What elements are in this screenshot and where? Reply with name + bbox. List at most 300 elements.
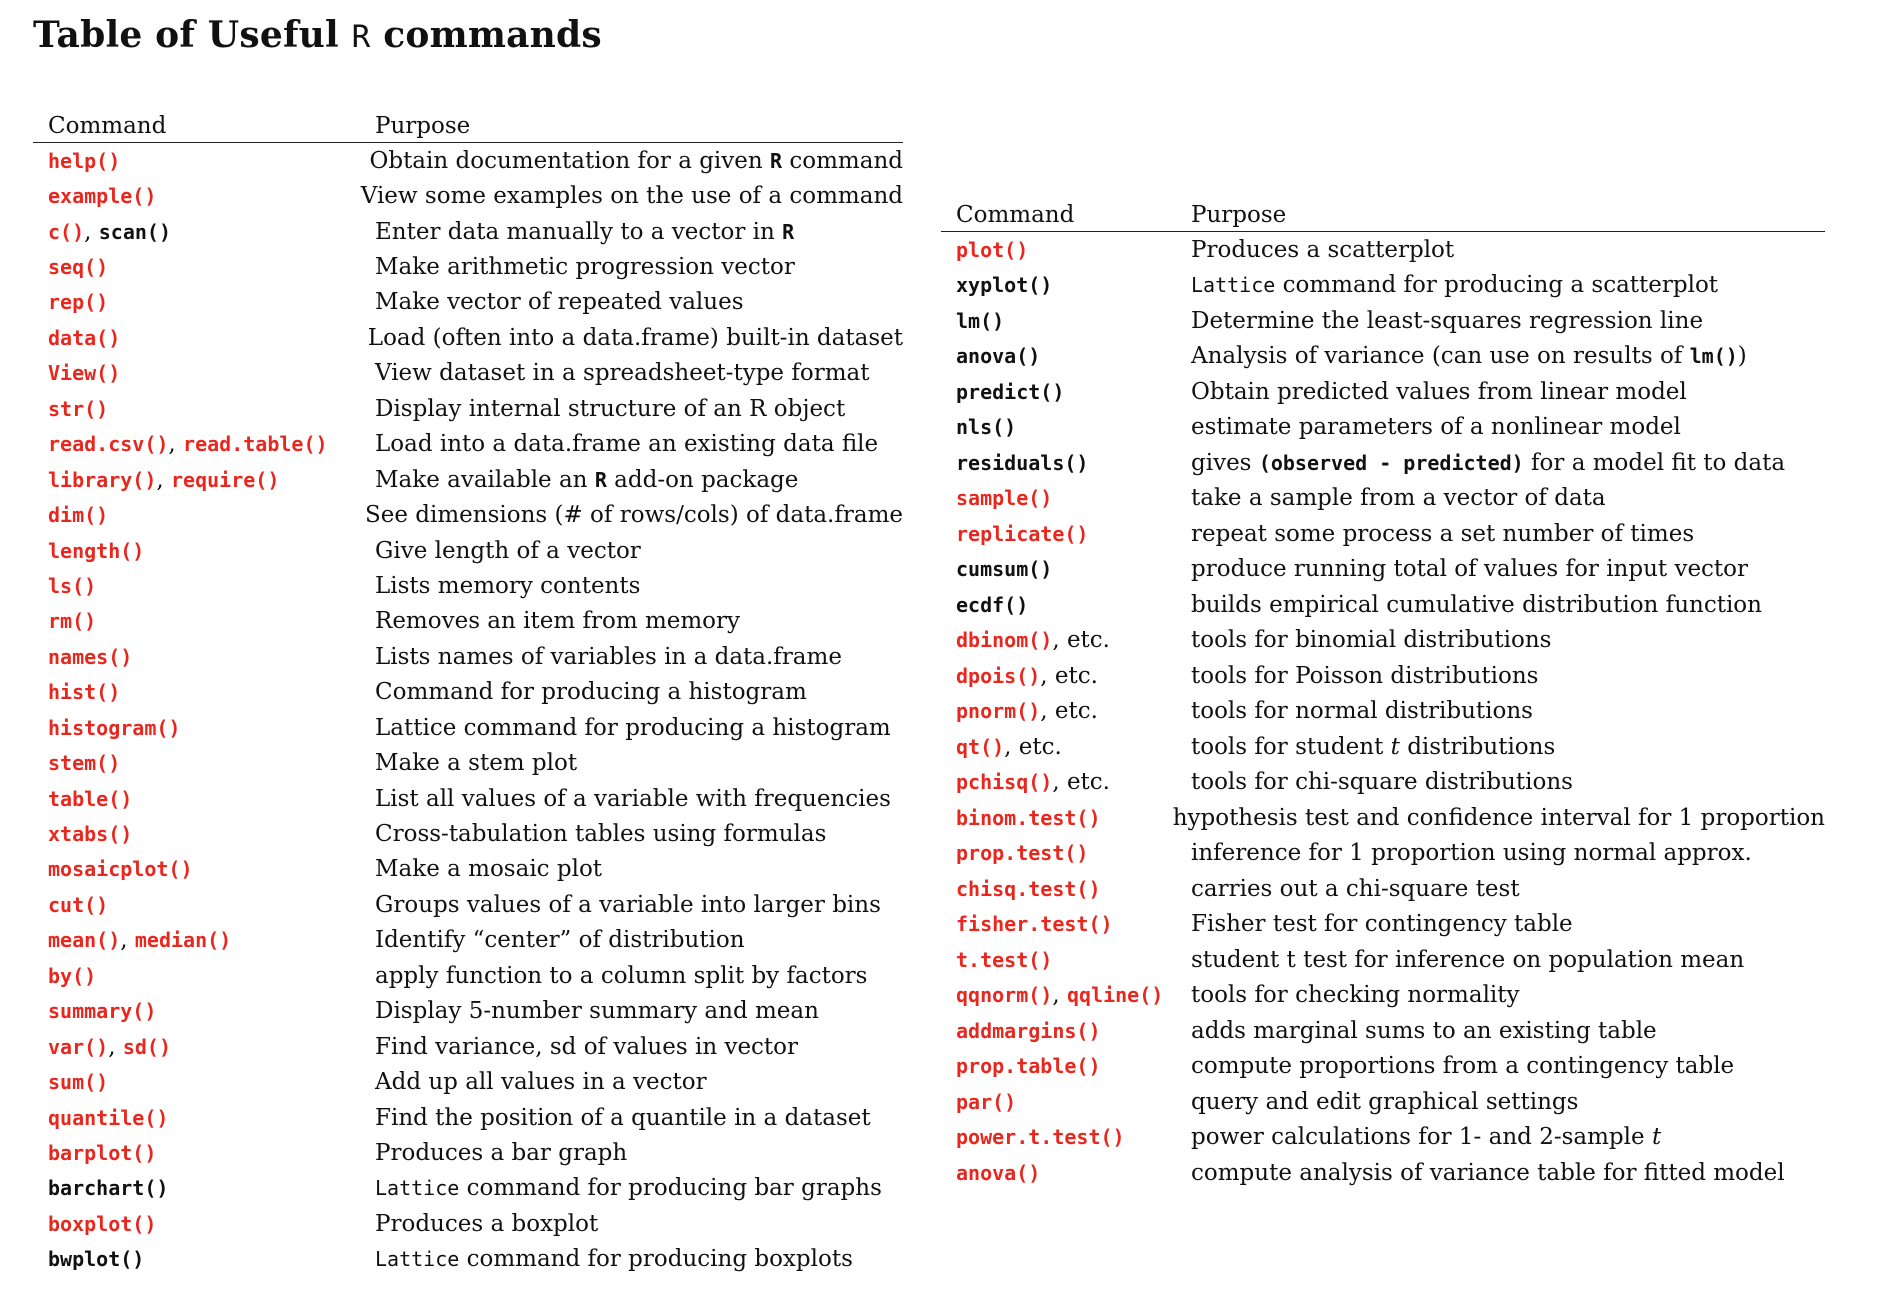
command-name: pnorm() [956, 699, 1041, 724]
command-cell [33, 715, 375, 741]
table-row [33, 639, 903, 674]
purpose-cell [369, 148, 903, 174]
purpose-cell [375, 289, 903, 315]
purpose-column-header: Purpose [375, 113, 471, 139]
purpose-cell [1191, 592, 1825, 618]
purpose-cell [1191, 1018, 1825, 1044]
purpose-text: power calculations for 1- and 2-sample [1191, 1124, 1652, 1151]
command-cell [33, 821, 375, 847]
purpose-cell [1191, 947, 1825, 973]
purpose-text: tools for chi-square distributions [1191, 769, 1573, 796]
table-row [941, 1084, 1825, 1120]
purpose-cell [375, 1211, 903, 1237]
table-row [941, 516, 1825, 552]
command-cell [33, 538, 375, 564]
command-name: barchart() [48, 1176, 169, 1201]
table-row [33, 1242, 903, 1277]
purpose-text: tools for Poisson distributions [1191, 662, 1539, 689]
command-name: residuals() [956, 450, 1089, 475]
purpose-cell [1191, 1124, 1825, 1150]
command-name: plot() [956, 237, 1029, 262]
table-row [33, 816, 903, 851]
table-row [941, 552, 1825, 588]
command-name: data() [48, 325, 121, 350]
command-cell [941, 450, 1191, 476]
command-cell [941, 805, 1173, 831]
table-row [33, 462, 903, 497]
command-cell [941, 1124, 1191, 1150]
command-cell [33, 1034, 375, 1060]
right-command-table [941, 194, 1825, 1191]
purpose-cell [1191, 450, 1825, 476]
table-row [33, 568, 903, 603]
purpose-text: Lattice command for producing a histogram [375, 714, 891, 741]
command-name: c() [48, 219, 85, 244]
purpose-cell [1191, 1053, 1825, 1079]
separator-text: , etc. [1040, 662, 1098, 689]
purpose-text: Load into a data.frame an existing data file [375, 431, 879, 458]
table-row [33, 1064, 903, 1099]
table-row [941, 410, 1825, 446]
separator-text: , [168, 431, 184, 458]
separator-text: , etc. [1004, 733, 1062, 760]
table-row [33, 249, 903, 284]
purpose-cell [375, 927, 903, 953]
command-name: names() [48, 644, 133, 669]
command-name: qqline() [1066, 983, 1164, 1008]
table-row [941, 800, 1825, 836]
command-name: quantile() [48, 1105, 169, 1130]
table-row [941, 907, 1825, 943]
purpose-cell [375, 892, 903, 918]
command-cell [33, 786, 375, 812]
command-name: mean() [48, 928, 121, 953]
table-row [941, 1013, 1825, 1049]
command-name: View() [48, 361, 121, 386]
purpose-text: Display 5-number summary and mean [375, 998, 819, 1025]
separator-text: , [120, 927, 135, 954]
command-cell [941, 769, 1191, 795]
purpose-cell [375, 750, 903, 776]
command-name: help() [48, 148, 121, 173]
purpose-cell [1191, 485, 1825, 511]
italic-text: t [1651, 1124, 1662, 1151]
purpose-text: builds empirical cumulative distribution function [1191, 591, 1762, 618]
purpose-text: student t test for inference on population mean [1191, 946, 1745, 973]
purpose-text: Obtain predicted values from linear model [1191, 378, 1687, 405]
page-title-text: Table of Useful [33, 14, 352, 56]
command-cell [941, 698, 1191, 724]
table-row [941, 836, 1825, 872]
command-column-header: Command [48, 113, 167, 139]
command-name: lm() [956, 308, 1005, 333]
command-cell [941, 272, 1191, 298]
command-cell [33, 856, 375, 882]
inline-code: R [782, 219, 795, 244]
purpose-text: hypothesis test and confidence interval for 1 proportion [1172, 804, 1825, 831]
table-row [33, 958, 903, 993]
command-name: require() [171, 467, 280, 492]
table-row [941, 694, 1825, 730]
purpose-cell [1191, 698, 1825, 724]
purpose-cell [375, 431, 903, 457]
table-row [941, 978, 1825, 1014]
purpose-text: tools for binomial distributions [1191, 627, 1552, 654]
purpose-text: query and edit graphical settings [1191, 1088, 1579, 1115]
command-name: read.table() [183, 432, 328, 457]
purpose-text: Load (often into a data.frame) built-in dataset [367, 324, 903, 351]
command-cell [33, 219, 375, 245]
command-cell [33, 608, 375, 634]
command-name: table() [48, 786, 133, 811]
command-cell [33, 644, 375, 670]
command-name: read.csv() [48, 432, 169, 457]
table-row [33, 1100, 903, 1135]
purpose-cell [375, 1105, 903, 1131]
command-name: library() [48, 467, 157, 492]
command-cell [941, 663, 1191, 689]
purpose-text: View some examples on the use of a command [360, 183, 903, 210]
command-cell [33, 679, 375, 705]
purpose-cell [375, 360, 903, 386]
table-row [33, 143, 903, 178]
command-name: dim() [48, 503, 109, 528]
purpose-text: Make vector of repeated values [375, 289, 744, 316]
command-cell [941, 592, 1191, 618]
command-cell [33, 396, 375, 422]
command-column-header: Command [956, 202, 1075, 228]
command-cell [33, 289, 375, 315]
command-name: par() [956, 1089, 1017, 1114]
purpose-cell [1191, 237, 1825, 263]
purpose-cell [375, 679, 903, 705]
purpose-text: Find variance, sd of values in vector [375, 1033, 799, 1060]
command-name: anova() [956, 344, 1041, 369]
table-row [33, 214, 903, 249]
purpose-text: ) [1737, 343, 1747, 370]
purpose-cell [375, 396, 903, 422]
purpose-cell [375, 644, 903, 670]
purpose-text: tools for checking normality [1191, 982, 1520, 1009]
command-cell [941, 414, 1191, 440]
command-name: example() [48, 184, 157, 209]
command-cell [941, 379, 1191, 405]
command-name: sum() [48, 1070, 109, 1095]
command-cell [941, 947, 1191, 973]
purpose-cell [1191, 308, 1825, 334]
table-row [33, 1171, 903, 1206]
purpose-text: Fisher test for contingency table [1191, 911, 1573, 938]
command-name: power.t.test() [956, 1125, 1125, 1150]
command-name: prop.test() [956, 841, 1089, 866]
separator-text: , [1052, 982, 1067, 1009]
command-cell [33, 148, 369, 174]
command-cell [941, 734, 1191, 760]
command-cell [33, 1211, 375, 1237]
purpose-text: Produces a bar graph [375, 1139, 628, 1166]
purpose-cell [1191, 876, 1825, 902]
command-name: cut() [48, 892, 109, 917]
command-cell [33, 998, 375, 1024]
command-name: addmargins() [956, 1018, 1101, 1043]
purpose-text: distributions [1399, 733, 1556, 760]
command-name: nls() [956, 415, 1017, 440]
table-row [33, 887, 903, 922]
command-cell [33, 573, 375, 599]
page-title-suffix: commands [370, 14, 602, 56]
purpose-text: compute analysis of variance table for fitted model [1191, 1159, 1785, 1186]
purpose-text: for a model fit to data [1523, 449, 1786, 476]
purpose-cell [375, 254, 903, 280]
command-name: ecdf() [956, 592, 1029, 617]
command-name: binom.test() [956, 805, 1101, 830]
purpose-text: Cross-tabulation tables using formulas [375, 821, 827, 848]
command-cell [33, 1105, 375, 1131]
command-name: pchisq() [956, 770, 1053, 795]
purpose-text: take a sample from a vector of data [1191, 485, 1606, 512]
purpose-text: Find the position of a quantile in a dataset [375, 1104, 871, 1131]
command-cell [941, 840, 1191, 866]
purpose-text: Make a mosaic plot [375, 856, 603, 883]
table-header [33, 105, 903, 143]
table-row [941, 303, 1825, 339]
table-row [33, 1135, 903, 1170]
purpose-cell [375, 786, 903, 812]
purpose-text: Make a stem plot [375, 750, 578, 777]
purpose-text: Identify “center” of distribution [375, 927, 745, 954]
table-row [941, 871, 1825, 907]
table-row [33, 497, 903, 532]
table-body [33, 143, 903, 1277]
table-row [941, 1155, 1825, 1191]
table-row [33, 1029, 903, 1064]
separator-text: , [156, 466, 171, 493]
table-row [33, 745, 903, 780]
table-row [33, 285, 903, 320]
command-name: seq() [48, 255, 109, 280]
command-cell [941, 237, 1191, 263]
command-cell [33, 254, 375, 280]
purpose-cell [375, 1246, 903, 1272]
separator-text: , [108, 1033, 123, 1060]
table-row [941, 658, 1825, 694]
purpose-cell [1191, 769, 1825, 795]
purpose-cell [1191, 734, 1825, 760]
table-row [33, 178, 903, 213]
purpose-cell [1191, 982, 1825, 1008]
command-cell [33, 467, 375, 493]
table-row [941, 942, 1825, 978]
purpose-cell [1191, 840, 1825, 866]
purpose-text: Add up all values in a vector [375, 1069, 707, 1096]
table-row [33, 427, 903, 462]
table-row [941, 765, 1825, 801]
command-name: fisher.test() [956, 912, 1113, 937]
table-row [941, 374, 1825, 410]
command-name: rm() [48, 609, 97, 634]
command-name: sd() [122, 1034, 172, 1059]
command-cell [941, 1160, 1191, 1186]
command-cell [941, 308, 1191, 334]
inline-code: R [770, 148, 783, 173]
purpose-cell [365, 502, 903, 528]
table-row [33, 1206, 903, 1241]
purpose-text: command for producing a scatterplot [1275, 272, 1719, 299]
table-row [33, 356, 903, 391]
command-name: ls() [48, 573, 97, 598]
command-name: barplot() [48, 1140, 157, 1165]
purpose-text: Display internal structure of an R object [375, 395, 846, 422]
table-row [941, 1120, 1825, 1156]
purpose-cell [375, 963, 903, 989]
command-name: rep() [48, 290, 109, 315]
purpose-cell [375, 538, 903, 564]
separator-text: , etc. [1052, 769, 1110, 796]
purpose-text: Produces a boxplot [375, 1210, 599, 1237]
table-row [33, 391, 903, 426]
command-name: median() [134, 928, 232, 953]
separator-text: , etc. [1052, 627, 1110, 654]
purpose-text: adds marginal sums to an existing table [1191, 1017, 1657, 1044]
purpose-cell [375, 608, 903, 634]
purpose-text: Removes an item from memory [375, 608, 741, 635]
command-name: chisq.test() [956, 876, 1101, 901]
table-row [941, 729, 1825, 765]
purpose-text: gives [1191, 449, 1259, 476]
purpose-text: tools for normal distributions [1191, 698, 1533, 725]
purpose-text: Analysis of variance (can use on results of [1191, 343, 1690, 370]
purpose-text: inference for 1 proportion using normal approx. [1191, 840, 1752, 867]
command-cell [941, 485, 1191, 511]
command-cell [33, 1246, 375, 1272]
command-name: length() [48, 538, 145, 563]
command-name: stem() [48, 751, 121, 776]
command-name: cumsum() [956, 557, 1053, 582]
table-row [33, 320, 903, 355]
purpose-text: add-on package [606, 466, 799, 493]
table-row [33, 781, 903, 816]
command-name: dbinom() [956, 628, 1053, 653]
command-cell [941, 982, 1191, 1008]
purpose-text: Command for producing a histogram [375, 679, 807, 706]
purpose-cell [368, 325, 903, 351]
command-cell [941, 1018, 1191, 1044]
purpose-text: Lists memory contents [375, 572, 641, 599]
command-name: by() [48, 963, 97, 988]
command-cell [33, 325, 368, 351]
table-row [941, 445, 1825, 481]
purpose-text: Obtain documentation for a given [369, 147, 771, 174]
command-name: xyplot() [956, 273, 1053, 298]
purpose-cell [375, 856, 903, 882]
italic-text: t [1390, 733, 1400, 760]
purpose-cell [375, 998, 903, 1024]
purpose-text: estimate parameters of a nonlinear model [1191, 414, 1681, 441]
command-cell [941, 521, 1191, 547]
purpose-text: apply function to a column split by factors [375, 962, 868, 989]
command-name: replicate() [956, 521, 1089, 546]
purpose-cell [375, 1069, 903, 1095]
purpose-cell [1191, 272, 1825, 298]
table-row [33, 675, 903, 710]
inline-code: Lattice [375, 1176, 460, 1201]
table-row [941, 1049, 1825, 1085]
command-name: scan() [98, 219, 171, 244]
command-cell [33, 892, 375, 918]
command-cell [33, 1069, 375, 1095]
purpose-text: produce running total of values for input vector [1191, 556, 1749, 583]
purpose-cell [1191, 627, 1825, 653]
purpose-text: command for producing boxplots [459, 1246, 853, 1273]
purpose-text: tools for student [1191, 733, 1391, 760]
inline-code: Lattice [375, 1247, 460, 1272]
command-cell [33, 750, 375, 776]
purpose-text: List all values of a variable with frequencies [375, 785, 891, 812]
purpose-cell [1173, 805, 1825, 831]
purpose-cell [375, 715, 903, 741]
left-command-table [33, 105, 903, 1277]
purpose-text: Enter data manually to a vector in [375, 218, 783, 245]
purpose-text: carries out a chi-square test [1191, 875, 1520, 902]
purpose-cell [1191, 911, 1825, 937]
purpose-cell [375, 1175, 903, 1201]
command-cell [33, 927, 375, 953]
inline-code: Lattice [1191, 273, 1276, 298]
command-name: predict() [956, 379, 1065, 404]
purpose-cell [1191, 663, 1825, 689]
command-cell [33, 963, 375, 989]
command-name: var() [48, 1034, 109, 1059]
purpose-text: See dimensions (# of rows/cols) of data.frame [364, 502, 903, 529]
command-name: dpois() [956, 663, 1041, 688]
table-row [941, 268, 1825, 304]
purpose-cell [375, 1034, 903, 1060]
command-name: boxplot() [48, 1211, 157, 1236]
command-cell [33, 183, 361, 209]
command-name: prop.table() [956, 1054, 1101, 1079]
command-cell [941, 1089, 1191, 1115]
command-cell [941, 343, 1191, 369]
table-row [33, 994, 903, 1029]
purpose-cell [375, 821, 903, 847]
table-row [33, 710, 903, 745]
purpose-text: Produces a scatterplot [1191, 236, 1455, 263]
command-name: anova() [956, 1160, 1041, 1185]
purpose-cell [361, 183, 903, 209]
purpose-cell [375, 1140, 903, 1166]
table-row [941, 587, 1825, 623]
purpose-cell [1191, 556, 1825, 582]
purpose-cell [1191, 414, 1825, 440]
command-cell [33, 1175, 375, 1201]
separator-text: , [84, 218, 99, 245]
table-row [941, 232, 1825, 268]
purpose-text: Groups values of a variable into larger bins [375, 891, 881, 918]
table-body [941, 232, 1825, 1191]
command-cell [941, 627, 1191, 653]
command-name: xtabs() [48, 822, 133, 847]
inline-code: R [594, 467, 607, 492]
command-name: bwplot() [48, 1247, 145, 1272]
command-cell [941, 1053, 1191, 1079]
purpose-text: Make arithmetic progression vector [375, 254, 795, 281]
command-name: summary() [48, 999, 157, 1024]
purpose-text: compute proportions from a contingency table [1191, 1053, 1735, 1080]
command-name: t.test() [956, 947, 1053, 972]
command-name: qt() [956, 734, 1005, 759]
purpose-cell [375, 219, 903, 245]
table-row [33, 604, 903, 639]
